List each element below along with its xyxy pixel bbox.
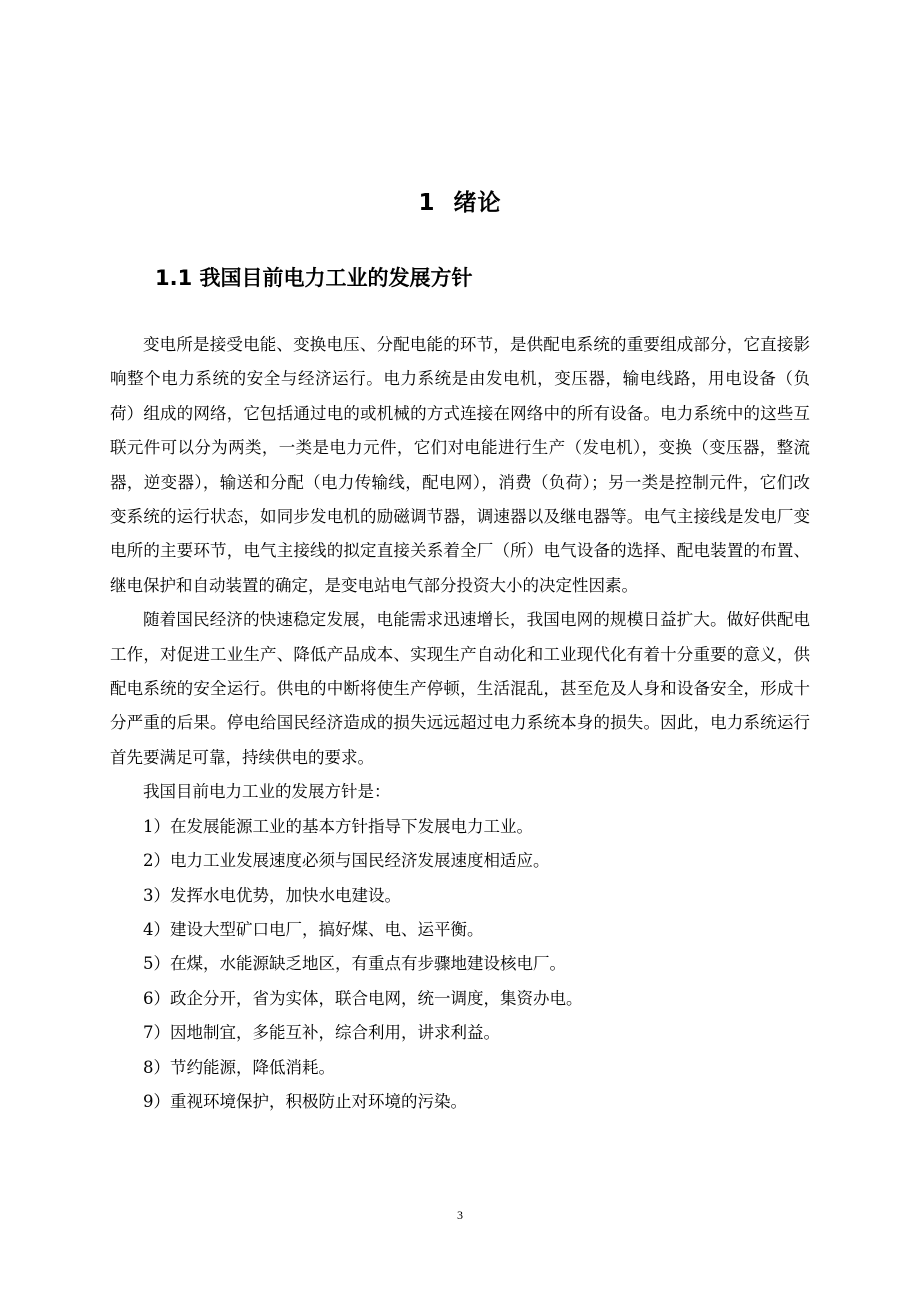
policy-list	[110, 810, 810, 1120]
list-item: 1）在发展能源工业的基本方针指导下发展电力工业。	[143, 816, 533, 836]
list-item: 9）重视环境保护，积极防止对环境的污染。	[143, 1091, 467, 1111]
list-item: 4）建设大型矿口电厂，搞好煤、电、运平衡。	[143, 919, 484, 939]
body-text	[110, 328, 810, 1119]
paragraph-2: 随着国民经济的快速稳定发展，电能需求迅速增长，我国电网的规模日益扩大。做好供配电工作，对促进工业生产、降低产品成本、实现生产自动化和工业现代化有着十分重要的意义，供配电系统的安全运行。供电的中断将使生产停顿，生活混乱，甚至危及人身和设备安全，形成十分严重的后果。停电给国民经济造成的损失远远超过电力系统本身的损失。因此，电力系统运行首先要满足可靠，持续供电的要求。	[110, 610, 810, 767]
list-item: 8）节约能源，降低消耗。	[143, 1057, 335, 1077]
page-number: 3	[457, 1208, 463, 1222]
chapter-number: 1	[418, 190, 436, 216]
list-item: 2）电力工业发展速度必须与国民经济发展速度相适应。	[143, 851, 550, 871]
chapter-title-text: 绪论	[453, 190, 502, 216]
list-item: 5）在煤，水能源缺乏地区，有重点有步骤地建设核电厂。	[143, 954, 566, 974]
chapter-title	[0, 184, 920, 217]
list-intro: 我国目前电力工业的发展方针是：	[143, 782, 391, 802]
paragraph-1: 变电所是接受电能、变换电压、分配电能的环节，是供配电系统的重要组成部分，它直接影响整个电力系统的安全与经济运行。电力系统是由发电机，变压器，输电线路，用电设备（负荷）组成的网络，它包括通过电的或机械的方式连接在网络中的所有设备。电力系统中的这些互联元件可以分为两类，一类是电力元件，它们对电能进行生产（发电机），变换（变压器，整流器，逆变器），输送和分配（电力传输线，配电网），消费（负荷）；另一类是控制元件，它们改变系统的运行状态，如同步发电机的励磁调节器，调速器以及继电器等。电气主接线是发电厂变电所的主要环节，电气主接线的拟定直接关系着全厂（所）电气设备的选择、配电装置的布置、继电保护和自动装置的确定，是变电站电气部分投资大小的决定性因素。	[110, 335, 810, 595]
list-item: 3）发挥水电优势，加快水电建设。	[143, 885, 401, 905]
list-item: 6）政企分开，省为实体，联合电网，统一调度，集资办电。	[143, 988, 583, 1008]
section-title: 1.1 我国目前电力工业的发展方针	[155, 266, 473, 290]
list-item: 7）因地制宜，多能互补，综合利用，讲求利益。	[143, 1023, 500, 1043]
